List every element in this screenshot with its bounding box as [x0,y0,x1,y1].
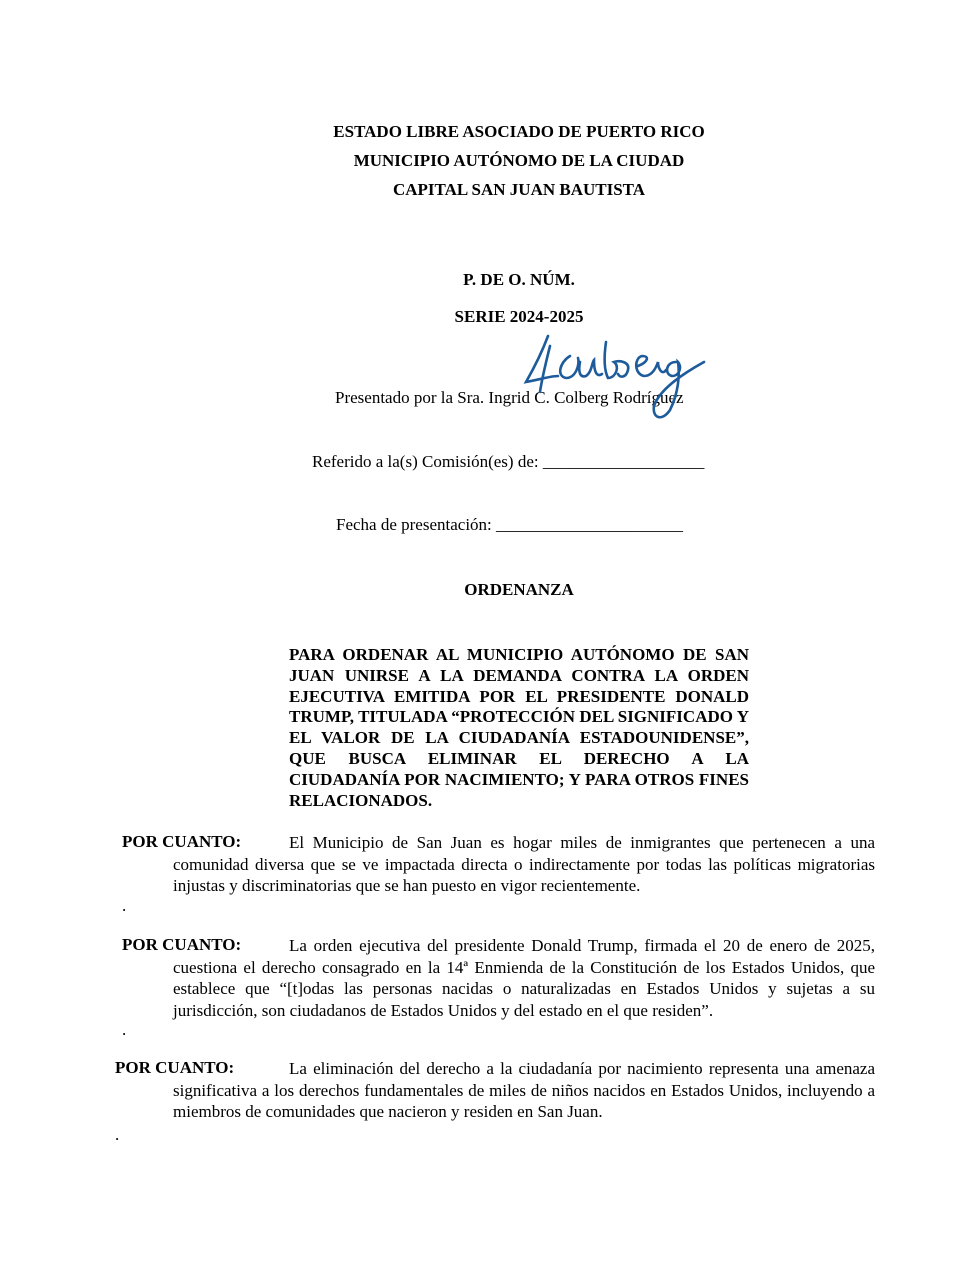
whereas-first-line-2: La orden ejecutiva del presidente Donald Trump, firmada el 20 de enero de 2025, [289,936,875,955]
whereas-label-1: POR CUANTO: [122,832,242,851]
whereas-rest-2: cuestiona el derecho consagrado en la 14ª Enmienda de la Constitución de los Estados Unidos, que establece que “[t]odas las personas nacidas o naturalizadas en Estados Unidos y sujetas a su jurisdicción, son ciudadanos de Estados Unidos y del estado en el que residen”. [173,957,875,1020]
whereas-paragraph-3 [173,1058,875,1123]
whereas-paragraph-1 [173,832,875,897]
header-line-3: CAPITAL SAN JUAN BAUTISTA [392,180,646,199]
separator-dot-1: . [122,896,127,915]
separator-dot-3: . [115,1125,120,1144]
whereas-label-2: POR CUANTO: [122,935,242,954]
referred-field: Referido a la(s) Comisión(es) de: ___________________ [312,452,705,471]
header-line-1: ESTADO LIBRE ASOCIADO DE PUERTO RICO [333,122,705,141]
header-line-2: MUNICIPIO AUTÓNOMO DE LA CIUDAD [353,151,685,170]
presented-by: Presentado por la Sra. Ingrid C. Colberg Rodríguez [335,388,684,407]
whereas-paragraph-2 [173,935,875,1021]
separator-dot-2: . [122,1020,127,1039]
whereas-rest-3: significativa a los derechos fundamentales de miles de niños nacidos en Estados Unidos, incluyendo a miembros de comunidades que nacieron y residen en San Juan. [173,1080,875,1121]
whereas-first-line-1: El Municipio de San Juan es hogar miles de inmigrantes que pertenecen a una [289,833,875,852]
document-type: ORDENANZA [464,580,574,599]
whereas-rest-1: comunidad diversa que se ve impactada directa o indirectamente por todas las políticas migratorias injustas y discriminatorias que se han puesto en vigor recientemente. [173,854,875,895]
series-label: SERIE 2024-2025 [454,307,584,326]
signature-image [520,332,710,424]
date-field: Fecha de presentación: ______________________ [336,515,684,534]
ordinance-title: PARA ORDENAR AL MUNICIPIO AUTÓNOMO DE SAN JUAN UNIRSE A LA DEMANDA CONTRA LA ORDEN EJECUTIVA EMITIDA POR EL PRESIDENTE DONALD TRUMP, TITULADA “PROTECCIÓN DEL SIGNIFICADO Y EL VALOR DE LA CIUDADANÍA ESTADOUNIDENSE”, QUE BUSCA ELIMINAR EL DERECHO A LA CIUDADANÍA POR NACIMIENTO; Y PARA OTROS FINES RELACIONADOS. [289,645,749,810]
whereas-label-3: POR CUANTO: [115,1058,235,1077]
whereas-first-line-3: La eliminación del derecho a la ciudadanía por nacimiento representa una amenaza [289,1059,875,1078]
ordinance-number: P. DE O. NÚM. [463,270,575,289]
